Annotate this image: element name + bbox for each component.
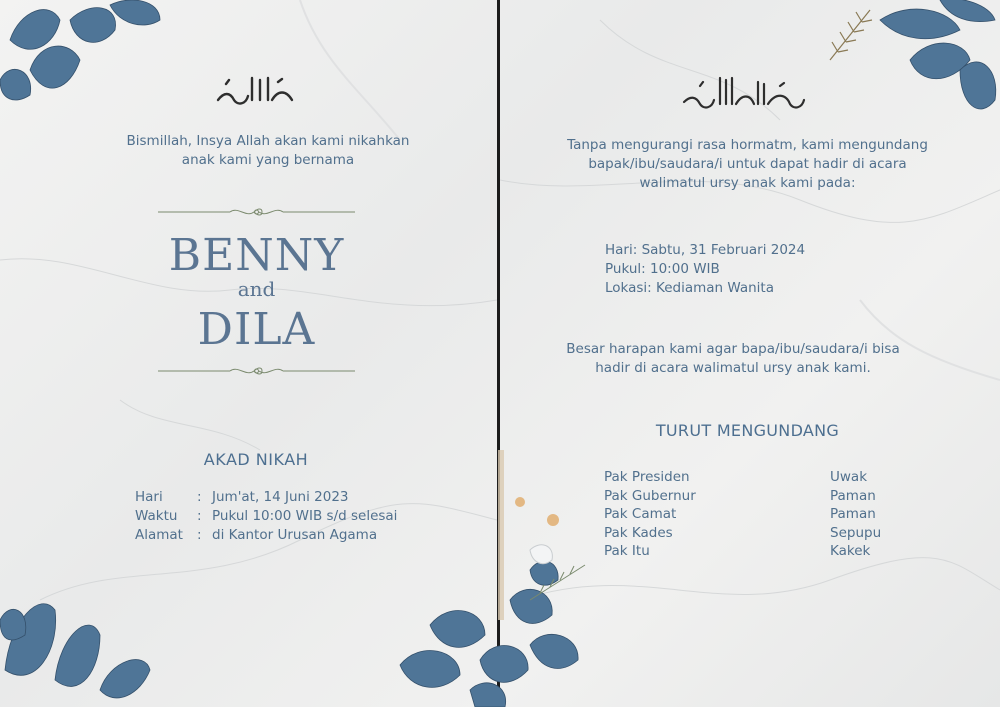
left-intro-text: Bismillah, Insya Allah akan kami nikahkan anak kami yang bernama (126, 133, 410, 168)
list-item: Pak Kades (604, 524, 673, 541)
detail-hari: Hari: Sabtu, 31 Februari 2024 (605, 242, 806, 258)
akad-label-waktu: Waktu (135, 508, 178, 524)
akad-label-hari: Hari (135, 489, 163, 505)
turut-mengundang-title: TURUT MENGUNDANG (655, 421, 840, 440)
detail-pukul: Pukul: 10:00 WIB (605, 261, 720, 277)
bride-name: DILA (197, 304, 316, 355)
list-item: Kakek (830, 543, 871, 559)
ornament-divider-bottom (158, 364, 355, 378)
assalamualaikum-calligraphy (212, 70, 298, 110)
hope-text: Besar harapan kami agar bapa/ibu/saudara/i bisa hadir di acara walimatul ursy anak kami. (566, 341, 900, 376)
akad-colon: : (197, 527, 202, 543)
akad-value-hari: Jum'at, 14 Juni 2023 (212, 489, 349, 505)
right-intro-text: Tanpa mengurangi rasa hormatm, kami mengundang bapak/ibu/saudara/i untuk dapat hadir di acara walimatul ursy anak kami pada: (567, 137, 928, 191)
akad-nikah-title: AKAD NIKAH (203, 450, 309, 469)
akad-colon: : (197, 489, 202, 505)
list-item: Uwak (830, 469, 868, 485)
and-word: and (237, 277, 276, 301)
akad-label-alamat: Alamat (135, 527, 183, 543)
inviters-right-list (830, 468, 881, 561)
inviters-left-list (604, 468, 696, 561)
list-item: Paman (830, 487, 876, 504)
list-item: Pak Presiden (604, 469, 690, 485)
akad-value-alamat: di Kantor Urusan Agama (212, 527, 378, 543)
list-item: Paman (830, 506, 876, 522)
list-item: Pak Camat (604, 506, 677, 522)
ornament-divider-top (158, 205, 355, 219)
basmala-calligraphy (680, 72, 808, 114)
list-item: Sepupu (830, 524, 882, 541)
akad-value-waktu: Pukul 10:00 WIB s/d selesai (212, 508, 398, 524)
akad-colon: : (197, 508, 202, 524)
groom-name: BENNY (168, 230, 345, 281)
list-item: Pak Gubernur (604, 487, 696, 504)
detail-lokasi: Lokasi: Kediaman Wanita (605, 280, 775, 296)
list-item: Pak Itu (604, 543, 650, 559)
